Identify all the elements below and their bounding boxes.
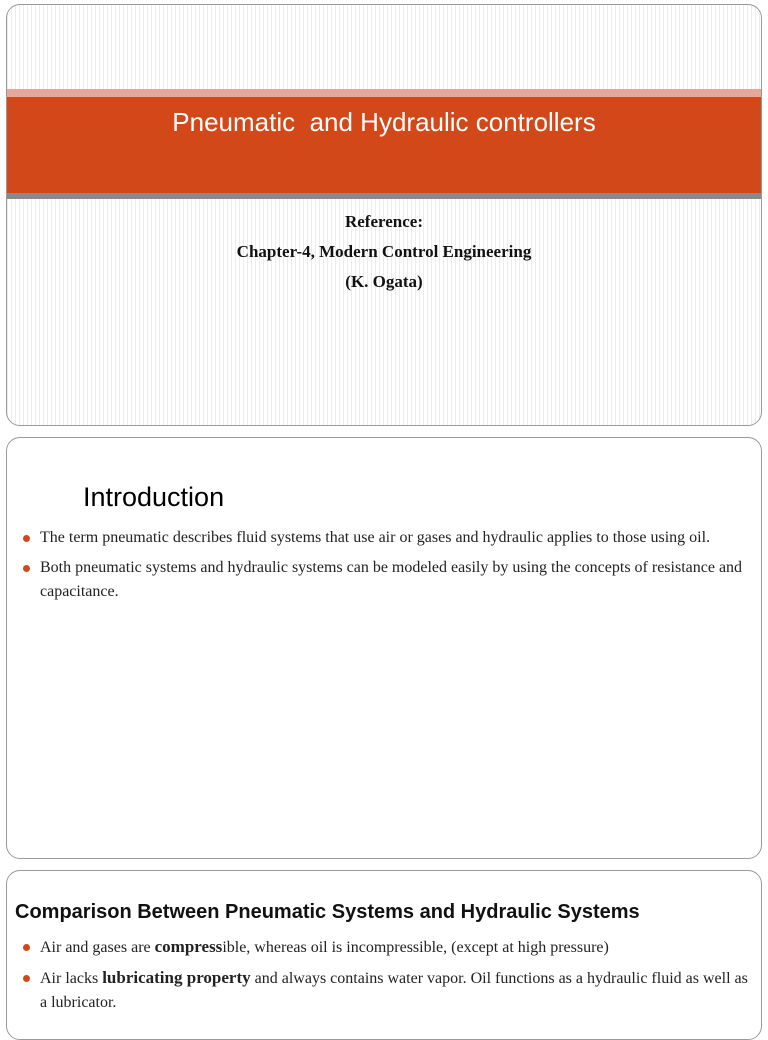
slide-heading: Introduction xyxy=(83,482,225,512)
list-item xyxy=(21,526,751,550)
bullet-text-before: Air lacks xyxy=(40,970,103,987)
bullet-text-bold: lubricating property xyxy=(102,968,251,987)
bullet-text-after: ible, whereas oil is incompressible, (except at high pressure) xyxy=(222,939,609,956)
bullet-text: Both pneumatic systems and hydraulic systems can be modeled easily by using the concepts of resistance and capacitance. xyxy=(40,559,743,600)
bullet-dot-icon xyxy=(23,944,30,951)
title-band-shadow xyxy=(7,193,761,199)
bullet-text-before: Air and gases are xyxy=(40,939,155,956)
slide-title: Pneumatic and Hydraulic controllers xyxy=(172,107,596,137)
introduction-slide xyxy=(6,437,762,859)
reference-label: Reference: xyxy=(344,212,424,231)
bullet-list xyxy=(21,935,751,1021)
title-slide xyxy=(6,4,762,426)
reference-author: (K. Ogata) xyxy=(345,272,423,291)
slide-heading: Comparison Between Pneumatic Systems and Hydraulic Systems xyxy=(15,901,640,923)
bullet-text: The term pneumatic describes fluid systems that use air or gases and hydraulic applies to those using oil. xyxy=(40,529,711,546)
reference-book: Chapter-4, Modern Control Engineering xyxy=(236,242,532,261)
list-item xyxy=(21,935,751,960)
bullet-dot-icon xyxy=(23,975,30,982)
bullet-list xyxy=(21,526,751,610)
bullet-text-bold: compress xyxy=(154,937,223,956)
bullet-dot-icon xyxy=(23,535,30,542)
bullet-dot-icon xyxy=(23,565,30,572)
bullet-text-after: and always contains water vapor. Oil functions as a hydraulic fluid as well as a lubricator. xyxy=(40,970,748,1011)
list-item xyxy=(21,556,751,604)
comparison-slide xyxy=(6,870,762,1040)
title-band-highlight xyxy=(7,89,761,97)
reference-block xyxy=(7,207,761,297)
list-item xyxy=(21,966,751,1015)
